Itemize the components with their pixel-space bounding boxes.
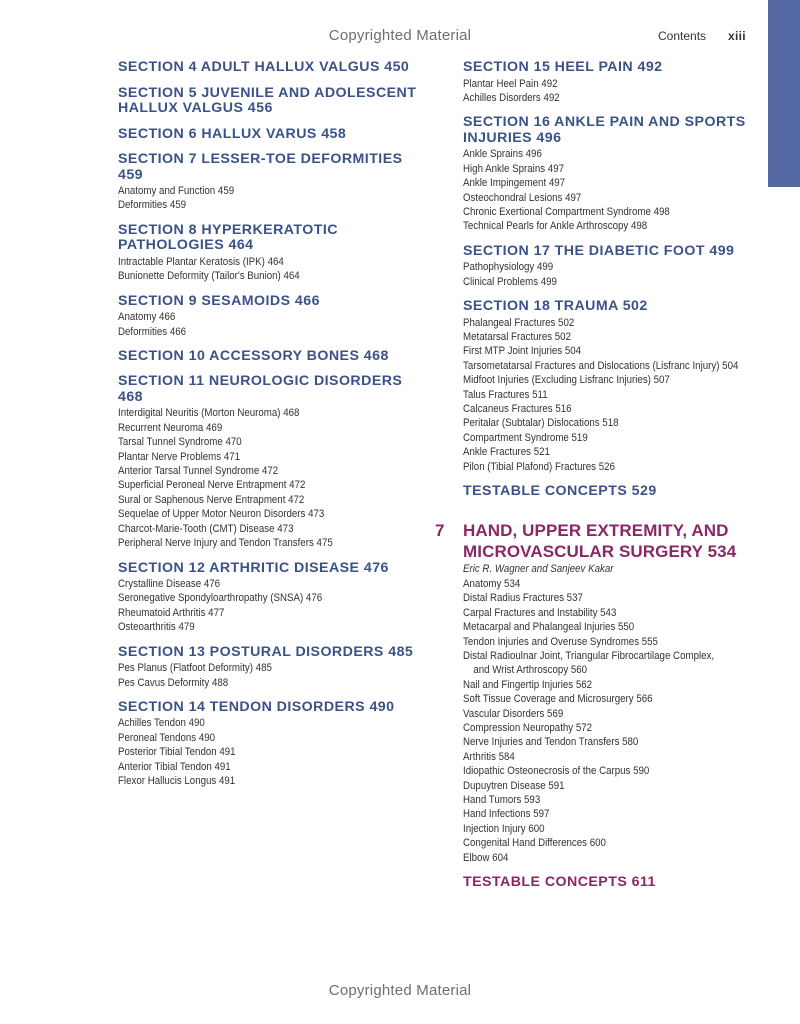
toc-entry[interactable]: Arthritis 584 <box>463 750 515 763</box>
toc-entry[interactable]: Osteoarthritis 479 <box>118 621 195 634</box>
toc-section <box>463 299 763 474</box>
toc-section <box>463 115 763 233</box>
section-heading[interactable]: SECTION 9 SESAMOIDS 466 <box>118 292 320 309</box>
toc-entry[interactable]: Superficial Peroneal Nerve Entrapment 472 <box>118 479 306 492</box>
toc-section <box>463 60 763 105</box>
toc-entry[interactable]: Dupuytren Disease 591 <box>463 779 565 792</box>
toc-entry[interactable]: Metacarpal and Phalangeal Injuries 550 <box>463 621 635 634</box>
toc-entry[interactable]: Nail and Fingertip Injuries 562 <box>463 678 593 691</box>
section-entries <box>118 255 428 284</box>
toc-entry[interactable]: Deformities 466 <box>118 325 187 338</box>
toc-entry[interactable]: Ankle Impingement 497 <box>463 177 566 190</box>
section-heading[interactable]: SECTION 14 TENDON DISORDERS 490 <box>118 698 395 715</box>
toc-entry[interactable]: Achilles Disorders 492 <box>463 91 560 104</box>
section-entries <box>463 316 763 474</box>
toc-entry[interactable]: Phalangeal Fractures 502 <box>463 316 575 329</box>
toc-entry[interactable]: Clinical Problems 499 <box>463 275 557 288</box>
toc-entry[interactable]: Rheumatoid Arthritis 477 <box>118 606 225 619</box>
section-entries <box>463 77 763 106</box>
toc-entry[interactable]: Ankle Sprains 496 <box>463 148 542 161</box>
section-heading[interactable]: SECTION 13 POSTURAL DISORDERS 485 <box>118 643 414 660</box>
toc-entry[interactable]: Soft Tissue Coverage and Microsurgery 566 <box>463 693 653 706</box>
toc-entry[interactable]: Sural or Saphenous Nerve Entrapment 472 <box>118 493 305 506</box>
section-entries <box>118 184 428 213</box>
section-heading[interactable]: SECTION 15 HEEL PAIN 492 <box>463 59 663 75</box>
toc-entry[interactable]: Congenital Hand Differences 600 <box>463 837 606 850</box>
section-entries <box>118 310 428 339</box>
section-entries <box>118 661 428 690</box>
section-entries <box>463 260 763 289</box>
toc-section <box>118 60 428 76</box>
toc-entry[interactable]: Pathophysiology 499 <box>463 261 554 274</box>
toc-entry[interactable]: Tarsal Tunnel Syndrome 470 <box>118 436 242 449</box>
toc-entry[interactable]: Plantar Heel Pain 492 <box>463 77 558 90</box>
section-heading[interactable]: SECTION 11 NEUROLOGIC DISORDERS 468 <box>118 373 403 405</box>
section-heading[interactable]: SECTION 18 TRAUMA 502 <box>463 298 648 315</box>
section-heading[interactable]: SECTION 4 ADULT HALLUX VALGUS 450 <box>118 59 410 75</box>
section-heading[interactable]: SECTION 10 ACCESSORY BONES 468 <box>118 347 389 364</box>
toc-section <box>118 86 428 117</box>
toc-entry[interactable]: Achilles Tendon 490 <box>118 717 205 730</box>
section-entries <box>463 147 763 233</box>
toc-entry[interactable]: Sequelae of Upper Motor Neuron Disorders 473 <box>118 508 325 521</box>
toc-entry[interactable]: Interdigital Neuritis (Morton Neuroma) 468 <box>118 407 300 420</box>
toc-entry[interactable]: Elbow 604 <box>463 851 509 864</box>
running-head <box>658 29 746 43</box>
toc-entry[interactable]: Recurrent Neuroma 469 <box>118 421 223 434</box>
toc-section <box>118 349 428 365</box>
toc-entry[interactable]: Anatomy 534 <box>463 577 521 590</box>
toc-entry[interactable]: Peripheral Nerve Injury and Tendon Transfers 475 <box>118 537 333 550</box>
toc-entry[interactable]: Deformities 459 <box>118 199 187 212</box>
toc-section <box>118 294 428 339</box>
toc-section <box>463 244 763 289</box>
toc-entry[interactable]: Carpal Fractures and Instability 543 <box>463 606 617 619</box>
chapter-entries <box>463 577 763 865</box>
copyright-watermark-top: Copyrighted Material <box>328 27 472 44</box>
toc-entry[interactable]: Calcaneus Fractures 516 <box>463 403 572 415</box>
toc-right-column <box>435 59 763 891</box>
section-heading[interactable]: SECTION 6 HALLUX VARUS 458 <box>118 125 347 142</box>
section-heading[interactable]: SECTION 16 ANKLE PAIN AND SPORTS INJURIES 496 <box>463 114 746 146</box>
copyright-watermark-bottom: Copyrighted Material <box>328 982 472 999</box>
page-number: xiii <box>728 29 746 43</box>
toc-left-column <box>118 60 428 798</box>
toc-entry[interactable]: Injection Injury 600 <box>463 822 545 835</box>
section-entries <box>118 716 428 788</box>
chapter-side-tab <box>768 0 800 187</box>
section-heading[interactable]: TESTABLE CONCEPTS 529 <box>463 483 657 500</box>
chapter-title[interactable]: HAND, UPPER EXTREMITY, AND MICROVASCULAR SURGERY 534 <box>463 520 737 561</box>
toc-entry[interactable]: Metatarsal Fractures 502 <box>463 330 571 343</box>
running-head-label: Contents <box>658 29 707 43</box>
toc-entry[interactable]: Anterior Tarsal Tunnel Syndrome 472 <box>118 465 279 478</box>
section-heading[interactable]: SECTION 7 LESSER-TOE DEFORMITIES 459 <box>118 151 403 183</box>
chapter-testable-concepts[interactable]: TESTABLE CONCEPTS 611 <box>463 874 656 891</box>
section-heading[interactable]: SECTION 17 THE DIABETIC FOOT 499 <box>463 242 735 259</box>
toc-entry[interactable]: and Wrist Arthroscopy 560 <box>473 664 588 677</box>
section-entries <box>118 577 428 635</box>
toc-entry[interactable]: Seronegative Spondyloarthropathy (SNSA) 476 <box>118 592 323 605</box>
toc-entry[interactable]: Crystalline Disease 476 <box>118 578 221 590</box>
toc-entry[interactable]: Talus Fractures 511 <box>463 388 548 401</box>
chapter-number: 7 <box>435 520 445 540</box>
toc-entry[interactable]: Hand Tumors 593 <box>463 794 541 807</box>
toc-entry[interactable]: Anatomy 466 <box>118 311 176 324</box>
section-heading[interactable]: SECTION 12 ARTHRITIC DISEASE 476 <box>118 559 389 576</box>
toc-entry[interactable]: Chronic Exertional Compartment Syndrome 498 <box>463 205 670 218</box>
toc-entry[interactable]: First MTP Joint Injuries 504 <box>463 345 582 358</box>
toc-section <box>463 484 763 500</box>
toc-entry[interactable]: Pes Cavus Deformity 488 <box>118 676 229 689</box>
toc-entry[interactable]: Flexor Hallucis Longus 491 <box>118 775 236 788</box>
toc-entry[interactable]: Nerve Injuries and Tendon Transfers 580 <box>463 736 639 749</box>
toc-section <box>118 152 428 213</box>
toc-section <box>118 223 428 284</box>
toc-entry[interactable]: Tarsometatarsal Fractures and Dislocations (Lisfranc Injury) 504 <box>463 359 739 372</box>
toc-entry[interactable]: Midfoot Injuries (Excluding Lisfranc Injuries) 507 <box>463 374 670 387</box>
toc-entry[interactable]: Posterior Tibial Tendon 491 <box>118 746 236 759</box>
section-heading[interactable]: SECTION 5 JUVENILE AND ADOLESCENT HALLUX VALGUS 456 <box>118 84 417 116</box>
toc-section <box>118 374 428 550</box>
toc-entry[interactable]: Plantar Nerve Problems 471 <box>118 450 241 463</box>
toc-entry[interactable]: Pes Planus (Flatfoot Deformity) 485 <box>118 662 272 675</box>
toc-entry[interactable]: Charcot-Marie-Tooth (CMT) Disease 473 <box>118 522 294 535</box>
toc-entry[interactable]: Distal Radius Fractures 537 <box>463 592 583 605</box>
section-entries <box>118 406 428 550</box>
chapter-authors: Eric R. Wagner and Sanjeev Kakar <box>463 562 614 575</box>
toc-entry[interactable]: Ankle Fractures 521 <box>463 446 550 459</box>
toc-entry[interactable]: Tendon Injuries and Overuse Syndromes 555 <box>463 635 658 648</box>
toc-entry[interactable]: Hand Infections 597 <box>463 808 550 821</box>
toc-entry[interactable]: Technical Pearls for Ankle Arthroscopy 498 <box>463 220 648 233</box>
toc-entry[interactable]: Bunionette Deformity (Tailor's Bunion) 464 <box>118 270 300 283</box>
toc-section <box>118 127 428 143</box>
toc-entry[interactable]: Intractable Plantar Keratosis (IPK) 464 <box>118 255 284 268</box>
toc-entry[interactable]: Pilon (Tibial Plafond) Fractures 526 <box>463 460 615 473</box>
toc-entry[interactable]: Compression Neuropathy 572 <box>463 722 593 734</box>
toc-entry[interactable]: Osteochondral Lesions 497 <box>463 191 582 204</box>
chapter-7 <box>435 520 763 891</box>
toc-entry[interactable]: Idiopathic Osteonecrosis of the Carpus 590 <box>463 765 650 778</box>
toc-entry[interactable]: Anterior Tibial Tendon 491 <box>118 760 231 773</box>
toc-section <box>118 700 428 789</box>
toc-entry[interactable]: Anatomy and Function 459 <box>118 185 235 197</box>
toc-entry[interactable]: Vascular Disorders 569 <box>463 707 564 720</box>
toc-entry[interactable]: High Ankle Sprains 497 <box>463 162 564 175</box>
toc-section <box>118 645 428 690</box>
toc-section <box>118 561 428 635</box>
toc-entry[interactable]: Distal Radioulnar Joint, Triangular Fibrocartilage Complex, <box>463 649 715 662</box>
section-heading[interactable]: SECTION 8 HYPERKERATOTIC PATHOLOGIES 464 <box>118 221 338 254</box>
toc-entry[interactable]: Peroneal Tendons 490 <box>118 731 216 744</box>
toc-entry[interactable]: Peritalar (Subtalar) Dislocations 518 <box>463 417 619 430</box>
toc-entry[interactable]: Compartment Syndrome 519 <box>463 431 588 444</box>
